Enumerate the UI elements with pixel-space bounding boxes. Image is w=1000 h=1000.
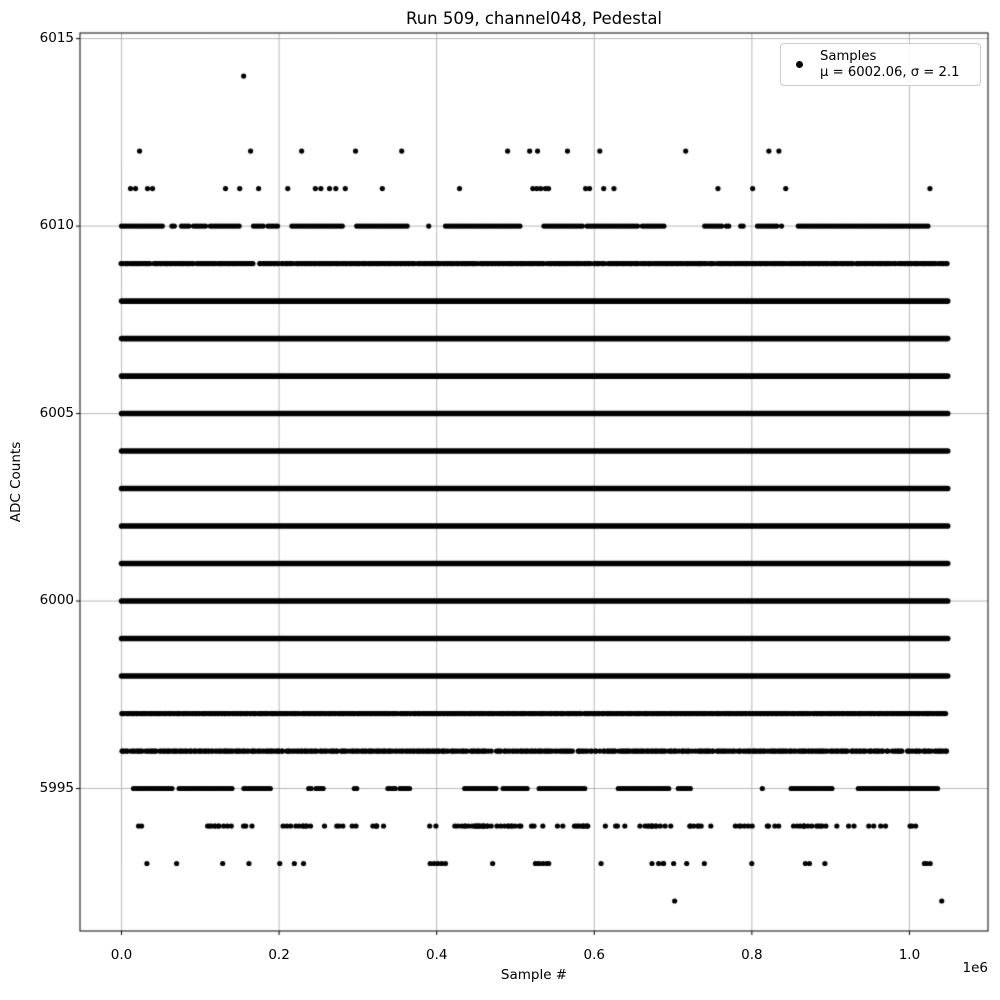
- y-tick-label: 6010: [39, 217, 74, 234]
- legend-label-samples: Samples: [820, 48, 877, 64]
- x-tick-label: 0.4: [425, 947, 448, 963]
- y-tick-label: 6005: [39, 404, 74, 421]
- legend-label-stats: μ = 6002.06, σ = 2.1: [820, 64, 960, 80]
- y-tick-label: 6000: [39, 592, 74, 609]
- legend-marker-dot: [796, 61, 803, 68]
- x-tick-label: 0.8: [741, 947, 763, 963]
- x-tick-label: 0.2: [268, 947, 290, 963]
- plot-title: Run 509, channel048, Pedestal: [405, 9, 663, 28]
- x-tick-label: 0.6: [583, 947, 605, 963]
- y-axis-label: ADC Counts: [8, 441, 24, 523]
- x-axis-offset-label: 1e6: [962, 960, 988, 976]
- y-tick-label: 6015: [39, 29, 74, 46]
- x-tick-label: 1.0: [898, 947, 921, 963]
- x-tick-label: 0.0: [110, 947, 133, 963]
- legend: [780, 43, 981, 86]
- y-tick-label: 5995: [39, 779, 74, 796]
- x-axis-label: Sample #: [500, 967, 568, 983]
